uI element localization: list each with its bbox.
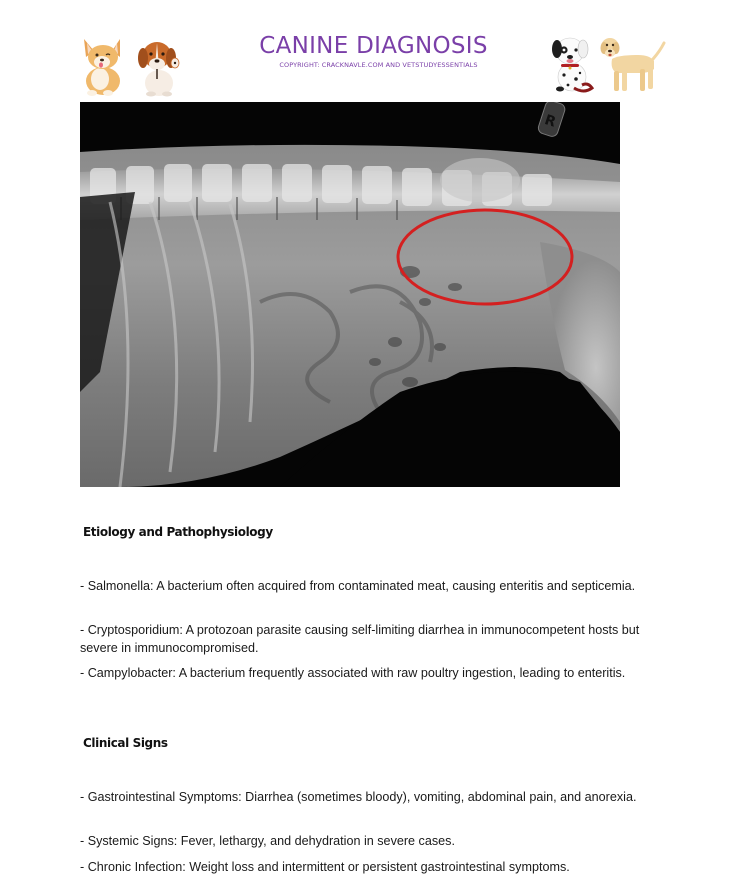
- page-title: CANINE DIAGNOSIS: [259, 33, 488, 59]
- svg-text:R: R: [542, 112, 558, 131]
- dalmatian-illustration: [550, 33, 596, 93]
- list-item-gi-symptoms: - Gastrointestinal Symptoms: Diarrhea (sometimes bloody), vomiting, abdominal pain, and anorexia.: [80, 790, 637, 804]
- section-heading-clinical-signs: Clinical Signs: [83, 736, 168, 750]
- list-item-campylobacter: - Campylobacter: A bacterium frequently associated with raw poultry ingestion, leading to enteritis.: [80, 666, 626, 680]
- section-heading-etiology: Etiology and Pathophysiology: [83, 525, 273, 539]
- document-header: [0, 0, 747, 100]
- list-item-salmonella: - Salmonella: A bacterium often acquired from contaminated meat, causing enteritis and septicemia.: [80, 579, 636, 593]
- copyright-notice: COPYRIGHT: CRACKNAVLE.COM AND VETSTUDYESSENTIALS: [279, 61, 478, 69]
- list-item-systemic-signs: - Systemic Signs: Fever, lethargy, and dehydration in severe cases.: [80, 834, 455, 848]
- labrador-illustration: [598, 33, 666, 93]
- abdominal-radiograph: [80, 102, 620, 487]
- list-item-chronic-infection: - Chronic Infection: Weight loss and intermittent or persistent gastrointestinal symptoms.: [80, 860, 570, 874]
- list-item-cryptosporidium: - Cryptosporidium: A protozoan parasite causing self-limiting diarrhea in immunocompetent hosts but severe in immunocompromised.: [80, 623, 640, 655]
